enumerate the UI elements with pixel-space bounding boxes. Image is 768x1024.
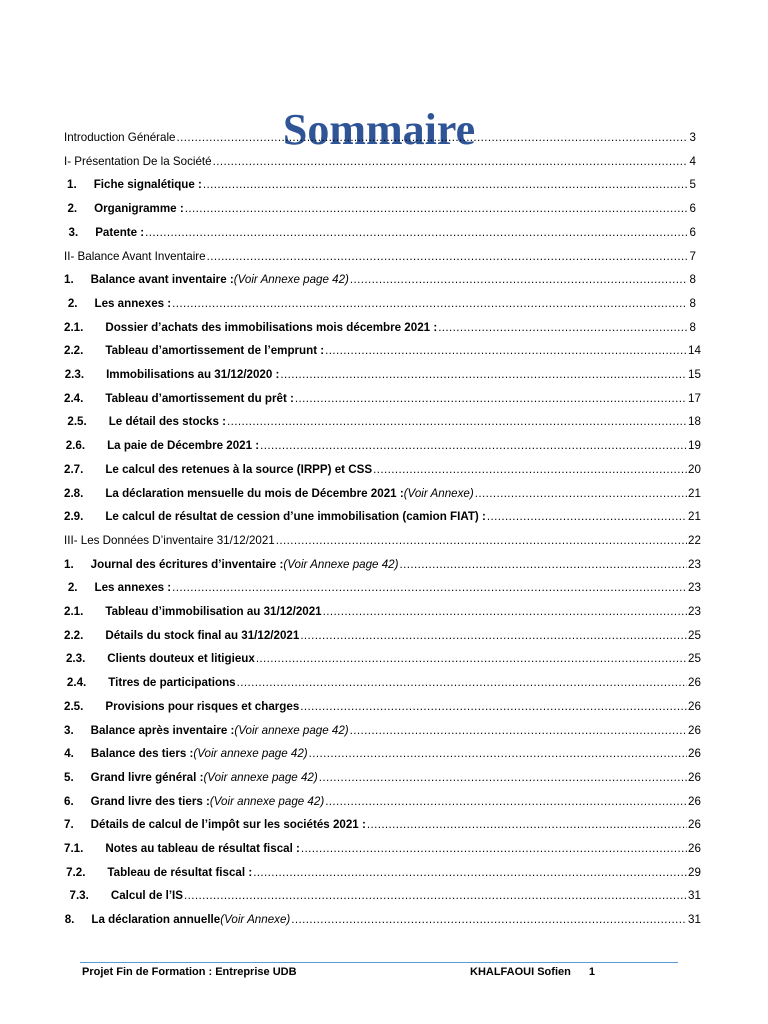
toc-entry-label: Organigramme : [94, 202, 184, 216]
toc-entry-note: (Voir Annexe page 42) [283, 557, 399, 571]
toc-entry-page: 26 [688, 723, 701, 737]
toc-dot-leader [475, 482, 687, 506]
toc-dot-leader [438, 316, 687, 340]
toc-entry[interactable] [64, 316, 696, 340]
toc-dot-leader [301, 837, 687, 861]
toc-entry-label: Le calcul des retenues à la source (IRPP) et CSS [105, 462, 373, 476]
toc-entry[interactable] [64, 150, 696, 174]
toc-entry-label: Tableau de résultat fiscal : [107, 865, 253, 879]
toc-entry-page: 26 [688, 794, 701, 808]
toc-entry-page: 4 [689, 154, 696, 168]
toc-entry-note: (Voir annexe page 42) [203, 770, 318, 784]
toc-entry-note: (Voir Annexe) [220, 913, 291, 927]
toc-entry-number: 2.5. [64, 699, 84, 713]
toc-entry-page: 25 [688, 628, 701, 642]
toc-entry[interactable] [64, 884, 701, 908]
toc-entry[interactable] [64, 837, 701, 861]
toc-entry-number: 2.3. [65, 652, 86, 666]
toc-entry[interactable] [64, 197, 696, 221]
toc-entry-page: 26 [688, 818, 701, 832]
toc-entry-page: 15 [688, 368, 701, 381]
toc-entry[interactable] [64, 482, 701, 506]
toc-entry-page: 25 [688, 652, 701, 666]
toc-entry-number: 2.1. [64, 605, 84, 618]
toc-entry-label: Détails du stock final au 31/12/2021 [105, 628, 300, 642]
toc-dot-leader [177, 126, 688, 150]
toc-entry-label: Tableau d’immobilisation au 31/12/2021 [105, 605, 322, 618]
toc-dot-leader [300, 695, 687, 719]
toc-entry-number: 2.2. [64, 344, 84, 358]
toc-entry-page: 23 [688, 605, 701, 618]
page-title: Sommaire [282, 105, 476, 155]
toc-dot-leader [295, 387, 687, 411]
toc-entry-page: 22 [688, 533, 701, 547]
toc-dot-leader [276, 529, 687, 553]
toc-entry-page: 19 [688, 439, 701, 453]
toc-entry-number: 2.2. [64, 628, 84, 642]
toc-entry-page: 26 [688, 676, 701, 690]
toc-entry-page: 26 [688, 770, 701, 784]
toc-entry-number: 5. [64, 770, 74, 784]
toc-entry-page: 8 [689, 273, 696, 287]
toc-entry-label: Notes au tableau de résultat fiscal : [105, 842, 300, 855]
footer-author-block [470, 966, 595, 978]
toc-entry-label: Patente : [95, 225, 145, 239]
toc-entry[interactable] [64, 719, 701, 743]
toc-entry[interactable] [64, 766, 701, 790]
toc-entry-page: 26 [688, 747, 701, 761]
toc-entry-label: Balance avant inventaire : [90, 273, 234, 287]
toc-dot-leader [487, 505, 687, 529]
footer-page-number: 1 [588, 966, 595, 978]
toc-entry-label: Dossier d’achats des immobilisations mois décembre 2021 : [105, 320, 438, 334]
toc-entry-number: 2. [67, 581, 78, 595]
toc-dot-leader [227, 410, 687, 434]
toc-dot-leader [300, 624, 687, 648]
toc-entry[interactable] [64, 387, 701, 411]
toc-entry-label: Le calcul de résultat de cession d’une immobilisation (camion FIAT) : [105, 510, 486, 524]
toc-dot-leader [373, 458, 687, 482]
toc-entry[interactable] [64, 695, 701, 719]
toc-entry-page: 6 [689, 202, 696, 216]
toc-entry-number: 2. [67, 296, 78, 310]
toc-dot-leader [350, 268, 687, 292]
toc-dot-leader [319, 766, 687, 790]
toc-entry-number: 1. [64, 557, 74, 571]
toc-entry-number: 4. [64, 747, 74, 761]
toc-entry-page: 31 [688, 889, 701, 903]
toc-entry[interactable] [64, 458, 701, 482]
toc-dot-leader [350, 719, 687, 743]
toc-entry-page: 18 [688, 415, 701, 429]
toc-entry[interactable] [64, 292, 696, 316]
toc-entry[interactable] [64, 908, 701, 932]
toc-entry[interactable] [64, 813, 701, 837]
toc-entry-number: 2.8. [64, 486, 84, 500]
toc-entry-number: 2.6. [65, 439, 86, 453]
toc-entry-note: (Voir Annexe page 42) [233, 273, 349, 287]
toc-dot-leader [185, 197, 687, 221]
toc-dot-leader [367, 813, 687, 837]
toc-entry-label: Provisions pour risques et charges [105, 699, 300, 713]
toc-entry[interactable] [64, 410, 701, 434]
toc-entry[interactable] [64, 434, 701, 458]
toc-entry-number: 7.3. [69, 889, 89, 903]
toc-entry-page: 31 [688, 913, 701, 927]
toc-entry[interactable] [64, 671, 701, 695]
toc-entry-number: 1. [64, 273, 74, 287]
toc-dot-leader [184, 884, 687, 908]
toc-entry-page: 17 [688, 391, 701, 405]
toc-entry[interactable] [64, 245, 696, 269]
toc-entry-number: 8. [64, 913, 75, 927]
toc-dot-leader [323, 600, 687, 624]
toc-dot-leader [280, 363, 687, 387]
toc-dot-leader [207, 245, 687, 269]
toc-entry-note: (Voir annexe page 42) [234, 723, 349, 737]
toc-entry-page: 8 [689, 320, 696, 334]
toc-dot-leader [172, 292, 687, 316]
toc-entry[interactable] [64, 624, 701, 648]
toc-entry-label: II- Balance Avant Inventaire [64, 249, 206, 263]
toc-entry-number: 2.7. [64, 462, 84, 476]
toc-entry-label: Fiche signalétique : [93, 178, 202, 192]
toc-entry-note: (Voir Annexe) [403, 486, 474, 500]
toc-entry-number: 2.3. [64, 368, 85, 381]
toc-entry-note: (Voir annexe page 42) [209, 794, 325, 808]
toc-entry-label: Le détail des stocks : [108, 415, 226, 429]
toc-entry-label: Balance des tiers : [90, 747, 194, 761]
toc-entry-page: 23 [688, 557, 701, 571]
footer-author: KHALFAOUI Sofien [470, 966, 571, 978]
toc-dot-leader [256, 647, 687, 671]
toc-dot-leader [253, 861, 687, 885]
footer-rule [80, 962, 678, 963]
toc-entry-number: 2.5. [67, 415, 87, 429]
footer-project-title: Projet Fin de Formation : Entreprise UDB [82, 966, 297, 978]
toc-entry-label: III- Les Données D’inventaire 31/12/2021 [64, 533, 275, 547]
toc-entry-page: 3 [689, 131, 696, 144]
toc-entry-label: I- Présentation De la Société [64, 154, 212, 168]
toc-entry-label: Grand livre général : [90, 770, 204, 784]
toc-entry[interactable] [64, 553, 701, 577]
toc-entry-number: 2.4. [66, 676, 87, 690]
toc-entry-label: La paie de Décembre 2021 : [107, 439, 260, 453]
toc-entry[interactable] [64, 742, 701, 766]
toc-entry-number: 6. [64, 794, 74, 808]
toc-entry-page: 5 [689, 178, 696, 192]
toc-entry[interactable] [64, 126, 696, 150]
toc-entry-label: Détails de calcul de l’impôt sur les sociétés 2021 : [90, 818, 366, 832]
toc-dot-leader [237, 671, 687, 695]
toc-entry-number: 2. [67, 202, 78, 216]
toc-entry[interactable] [64, 600, 701, 624]
toc-entry-page: 29 [688, 865, 701, 879]
toc-entry-label: Journal des écritures d’inventaire : [90, 557, 284, 571]
toc-entry[interactable] [64, 505, 701, 529]
toc-entry-label: Les annexes : [94, 296, 172, 310]
toc-entry-number: 2.1. [64, 320, 84, 334]
toc-entry[interactable] [64, 268, 696, 292]
toc-dot-leader [399, 553, 687, 577]
toc-entry-label: La déclaration mensuelle du mois de Décembre 2021 : [105, 486, 404, 500]
toc-entry[interactable] [64, 363, 701, 387]
toc-entry-label: La déclaration annuelle [91, 913, 221, 927]
toc-entry-label: Tableau d’amortissement du prêt : [105, 391, 294, 405]
toc-entry-page: 7 [689, 249, 696, 263]
toc-dot-leader [172, 576, 687, 600]
toc-entry[interactable] [64, 861, 701, 885]
toc-entry-label: Balance après inventaire : [90, 723, 235, 737]
toc-entry[interactable] [64, 647, 701, 671]
toc-entry-page: 21 [688, 510, 701, 524]
toc-entry-page: 20 [688, 462, 701, 476]
toc-entry-page: 6 [689, 225, 696, 239]
toc-entry[interactable] [64, 339, 701, 363]
toc-entry-page: 26 [688, 699, 701, 713]
toc-dot-leader [213, 150, 687, 174]
toc-entry-label: Introduction Générale [64, 131, 176, 144]
toc-dot-leader [325, 339, 687, 363]
toc-entry-label: Grand livre des tiers : [90, 794, 210, 808]
toc-dot-leader [291, 908, 687, 932]
toc-entry-number: 2.4. [64, 391, 84, 405]
toc-entry-number: 1. [67, 178, 77, 192]
toc-entry-page: 26 [688, 842, 701, 855]
toc-entry-page: 8 [689, 296, 696, 310]
toc-entry-label: Tableau d’amortissement de l’emprunt : [105, 344, 325, 358]
toc-entry-page: 23 [688, 581, 701, 595]
toc-entry-label: Les annexes : [94, 581, 172, 595]
toc-dot-leader [260, 434, 687, 458]
toc-entry-number: 7. [64, 818, 74, 832]
toc-entry-number: 7.1. [64, 842, 84, 855]
toc-entry-label: Clients douteux et litigieux [107, 652, 255, 666]
toc-entry[interactable] [64, 221, 696, 245]
toc-entry[interactable] [64, 529, 701, 553]
toc-entry-number: 3. [68, 225, 79, 239]
toc-entry[interactable] [64, 576, 701, 600]
toc-entry-number: 3. [64, 723, 74, 737]
toc-entry-number: 7.2. [66, 865, 86, 879]
toc-entry-note: (Voir annexe page 42) [193, 747, 308, 761]
toc-entry-label: Calcul de l’IS [110, 889, 184, 903]
toc-entry-page: 21 [688, 486, 701, 500]
toc-dot-leader [325, 790, 687, 814]
toc-dot-leader [145, 221, 687, 245]
toc-dot-leader [309, 742, 687, 766]
toc-entry[interactable] [64, 173, 696, 197]
toc-entry-number: 2.9. [64, 510, 84, 524]
toc-entry-label: Titres de participations [108, 676, 236, 690]
toc-entry-page: 14 [688, 344, 701, 358]
toc-entry-label: Immobilisations au 31/12/2020 : [106, 368, 280, 381]
toc-dot-leader [203, 173, 687, 197]
toc-entry[interactable] [64, 790, 701, 814]
